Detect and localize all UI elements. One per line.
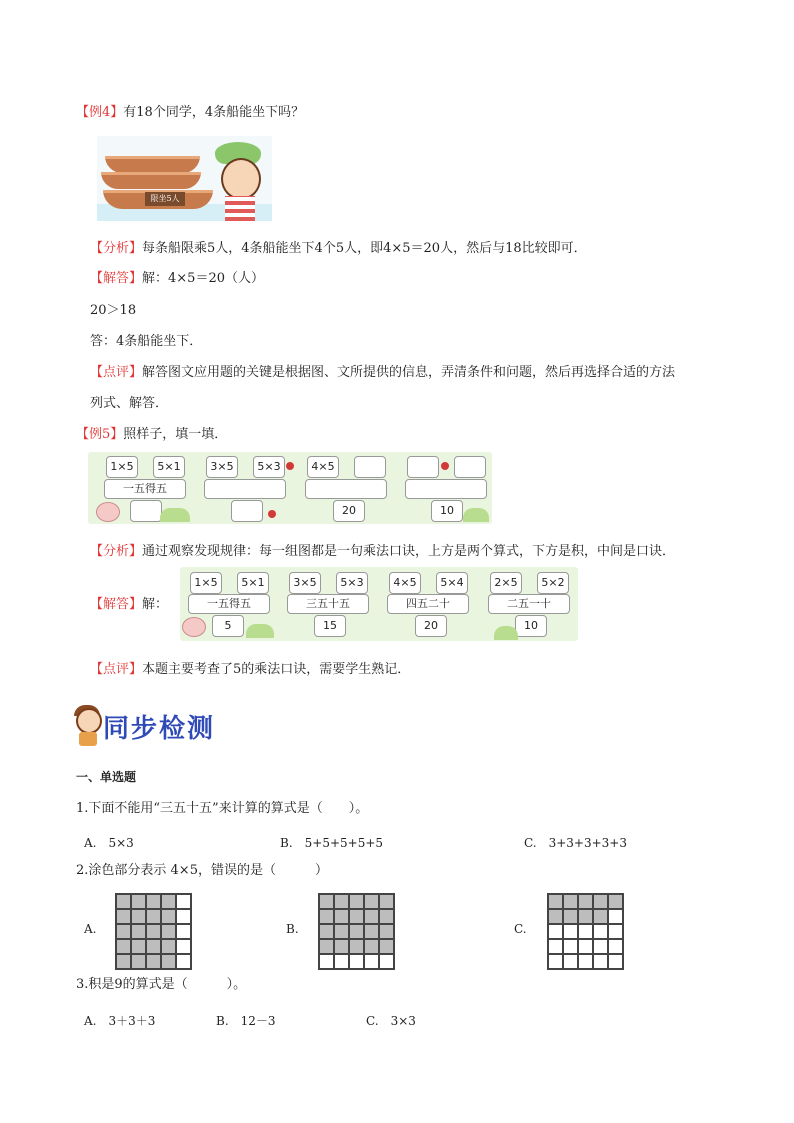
panel-right-expression [354, 456, 386, 478]
panel-rhyme: 四五二十 [387, 594, 469, 614]
grid-cell-shaded [146, 909, 161, 924]
example-5-answer [90, 596, 168, 614]
grid-cell-shaded [146, 924, 161, 939]
grid-cell [608, 954, 623, 969]
pig-icon [182, 617, 206, 637]
grid-cell-shaded [364, 924, 379, 939]
ladybug-icon [286, 462, 294, 470]
grid-cell [593, 954, 608, 969]
answer-line-3: 答：4条船能坐下． [90, 334, 203, 349]
grid-cell [176, 939, 191, 954]
grid-cell-shaded [319, 909, 334, 924]
panel-product: 15 [314, 615, 346, 637]
panel-left-expression: 1×5 [190, 572, 222, 594]
grid-cell-shaded [146, 894, 161, 909]
grid-cell-shaded [319, 894, 334, 909]
question-2-option-c: C. [514, 922, 527, 936]
section-subtitle: 一、单选题 [76, 770, 137, 784]
question-3-text: 3.积是9的算式是（ ）。 [76, 977, 247, 992]
grid-cell-shaded [578, 909, 593, 924]
grid-cell-shaded [563, 909, 578, 924]
grid-cell [563, 924, 578, 939]
answer-tag: 【解答】 [90, 271, 143, 286]
grid-cell-shaded [131, 954, 146, 969]
panel-right-expression: 5×1 [237, 572, 269, 594]
grid-cell-shaded [608, 894, 623, 909]
comment-line-2: 列式、解答． [90, 396, 169, 411]
grid-cell [548, 954, 563, 969]
example-5-analysis [90, 543, 675, 561]
panel-product: 5 [212, 615, 244, 637]
example-4-line [76, 104, 304, 122]
panel-rhyme: 一五得五 [104, 479, 186, 499]
question-3-option-a: A. 3＋3＋3 [84, 1014, 156, 1028]
panel-left-expression [407, 456, 439, 478]
grid-cell [608, 909, 623, 924]
comment-line-1: 解答图文应用题的关键是根据图、文所提供的信息，弄清条件和问题，然后再选择合适的方法 [142, 365, 676, 380]
ladybug-icon [441, 462, 449, 470]
grid-cell [593, 924, 608, 939]
grid-cell [578, 924, 593, 939]
panel-right-expression: 5×1 [153, 456, 185, 478]
grid-cell-shaded [146, 954, 161, 969]
grid-cell-shaded [131, 939, 146, 954]
grid-cell-shaded [349, 924, 364, 939]
comment-tag: 【点评】 [90, 662, 143, 677]
analysis-text: 每条船限乘5人，4条船能坐下4个5人，即4×5＝20人，然后与18比较即可． [142, 241, 587, 256]
panel-right-expression: 5×2 [537, 572, 569, 594]
grid-cell-shaded [131, 924, 146, 939]
grid-cell [578, 954, 593, 969]
grid-cell [176, 909, 191, 924]
grid-cell [548, 924, 563, 939]
panel-rhyme: 三五十五 [287, 594, 369, 614]
section-title: 同步检测 [103, 714, 216, 744]
panel-product [130, 500, 162, 522]
grass-shape [246, 624, 274, 638]
panel-product: 10 [431, 500, 463, 522]
panel-left-expression: 2×5 [490, 572, 522, 594]
panel-left-expression: 3×5 [206, 456, 238, 478]
analysis-tag: 【分析】 [90, 241, 143, 256]
grid-cell [176, 924, 191, 939]
panel-left-expression: 4×5 [389, 572, 421, 594]
grid-cell-shaded [334, 924, 349, 939]
grid-cell-shaded [116, 939, 131, 954]
grid-cell-shaded [364, 894, 379, 909]
grid-cell-shaded [334, 939, 349, 954]
grid-cell-shaded [319, 939, 334, 954]
analysis-text: 通过观察发现规律：每一组图都是一句乘法口诀，上方是两个算式，下方是积，中间是口诀． [142, 544, 676, 559]
question-3-option-c: C. 3×3 [366, 1014, 416, 1028]
grid-cell-shaded [379, 909, 394, 924]
example-5-tag: 【例5】 [76, 427, 124, 442]
grid-cell-shaded [116, 894, 131, 909]
grid-cell [563, 939, 578, 954]
answer-line-1: 解：4×5＝20（人） [142, 271, 264, 286]
grid-cell-shaded [116, 924, 131, 939]
panel-right-expression: 5×3 [253, 456, 285, 478]
grid-cell-shaded [364, 939, 379, 954]
grid-cell-shaded [116, 909, 131, 924]
grid-cell [176, 954, 191, 969]
grid-cell-shaded [161, 939, 176, 954]
question-1-option-c: C. 3+3+3+3+3 [524, 836, 627, 850]
grid-cell-shaded [319, 924, 334, 939]
question-2-text: 2.涂色部分表示 4×5，错误的是（ ） [76, 863, 328, 878]
panel-rhyme: 二五一十 [488, 594, 570, 614]
question-1-text: 1.下面不能用“三五十五”来计算的算式是（ ）。 [76, 801, 369, 816]
panel-rhyme [305, 479, 387, 499]
grid-cell-shaded [161, 909, 176, 924]
example-5-comment [90, 661, 410, 679]
grid-cell [563, 954, 578, 969]
grid-cell [349, 954, 364, 969]
grid-cell-shaded [334, 894, 349, 909]
panel-right-expression: 5×3 [336, 572, 368, 594]
grid-cell-shaded [349, 939, 364, 954]
example-5-line [76, 426, 227, 444]
grid-cell-shaded [146, 939, 161, 954]
question-1-option-b: B. 5+5+5+5+5 [280, 836, 384, 850]
example-4-question: 有18个同学，4条船能坐下吗？ [123, 105, 305, 120]
example-4-answer [90, 270, 264, 288]
answer-line-2: 20＞18 [90, 303, 137, 318]
grid-cell-shaded [379, 924, 394, 939]
panel-left-expression: 1×5 [106, 456, 138, 478]
grid-cell-shaded [161, 894, 176, 909]
answer-tag: 【解答】 [90, 597, 143, 612]
grid-cell-shaded [548, 894, 563, 909]
grid-cell-shaded [349, 894, 364, 909]
girl-face-shape [221, 158, 261, 200]
girl-shirt-shape [225, 196, 255, 221]
question-1-option-a: A. 5×3 [84, 836, 134, 850]
analysis-tag: 【分析】 [90, 544, 143, 559]
comment-tag: 【点评】 [90, 365, 143, 380]
example-5-question: 照样子，填一填． [123, 427, 228, 442]
grid-cell-shaded [131, 909, 146, 924]
example-4-comment [90, 364, 675, 382]
boat-shape [105, 156, 200, 173]
grid-cell [319, 954, 334, 969]
grid-cell-shaded [131, 894, 146, 909]
kid-avatar-icon [76, 708, 102, 734]
comment-text: 本题主要考查了5的乘法口诀，需要学生熟记． [142, 662, 411, 677]
panel-rhyme [405, 479, 487, 499]
grid-cell-shaded [161, 954, 176, 969]
grass-shape [463, 508, 489, 522]
grid-cell-shaded [379, 939, 394, 954]
grid-cell-shaded [563, 894, 578, 909]
grid-cell [548, 939, 563, 954]
grid-cell-shaded [334, 909, 349, 924]
example-4-analysis [90, 240, 587, 258]
panel-right-expression [454, 456, 486, 478]
panel-product: 10 [515, 615, 547, 637]
panel-product: 20 [415, 615, 447, 637]
grid-cell [593, 939, 608, 954]
grid-cell-shaded [379, 894, 394, 909]
grid-cell [176, 894, 191, 909]
question-3-option-b: B. 12－3 [216, 1014, 276, 1028]
grid-cell-shaded [593, 909, 608, 924]
boat-shape [101, 172, 201, 189]
grid-cell-shaded [161, 924, 176, 939]
panel-right-expression: 5×4 [436, 572, 468, 594]
panel-rhyme: 一五得五 [188, 594, 270, 614]
kid-book-shape [79, 732, 97, 746]
grass-shape [494, 626, 518, 640]
grid-option-a [115, 893, 192, 970]
grid-cell [578, 939, 593, 954]
grid-cell-shaded [349, 909, 364, 924]
panel-rhyme [204, 479, 286, 499]
grid-cell [379, 954, 394, 969]
panel-product: 20 [333, 500, 365, 522]
grass-shape [160, 508, 190, 522]
grid-cell [608, 924, 623, 939]
grid-cell-shaded [116, 954, 131, 969]
grid-cell-shaded [593, 894, 608, 909]
pig-icon [96, 502, 120, 522]
panel-left-expression: 4×5 [307, 456, 339, 478]
grid-cell-shaded [548, 909, 563, 924]
grid-option-b [318, 893, 395, 970]
question-2-option-b: B. [286, 922, 299, 936]
boat-sign: 限坐5人 [145, 192, 185, 206]
boat-illustration [97, 136, 272, 221]
grid-cell [608, 939, 623, 954]
answer-text: 解： [142, 597, 169, 612]
grid-option-c [547, 893, 624, 970]
example-4-tag: 【例4】 [76, 105, 124, 120]
grid-cell [364, 954, 379, 969]
ladybug-icon [268, 510, 276, 518]
panel-left-expression: 3×5 [289, 572, 321, 594]
question-2-option-a: A. [84, 922, 97, 936]
panel-product [231, 500, 263, 522]
grid-cell-shaded [364, 909, 379, 924]
grid-cell [334, 954, 349, 969]
grid-cell-shaded [578, 894, 593, 909]
